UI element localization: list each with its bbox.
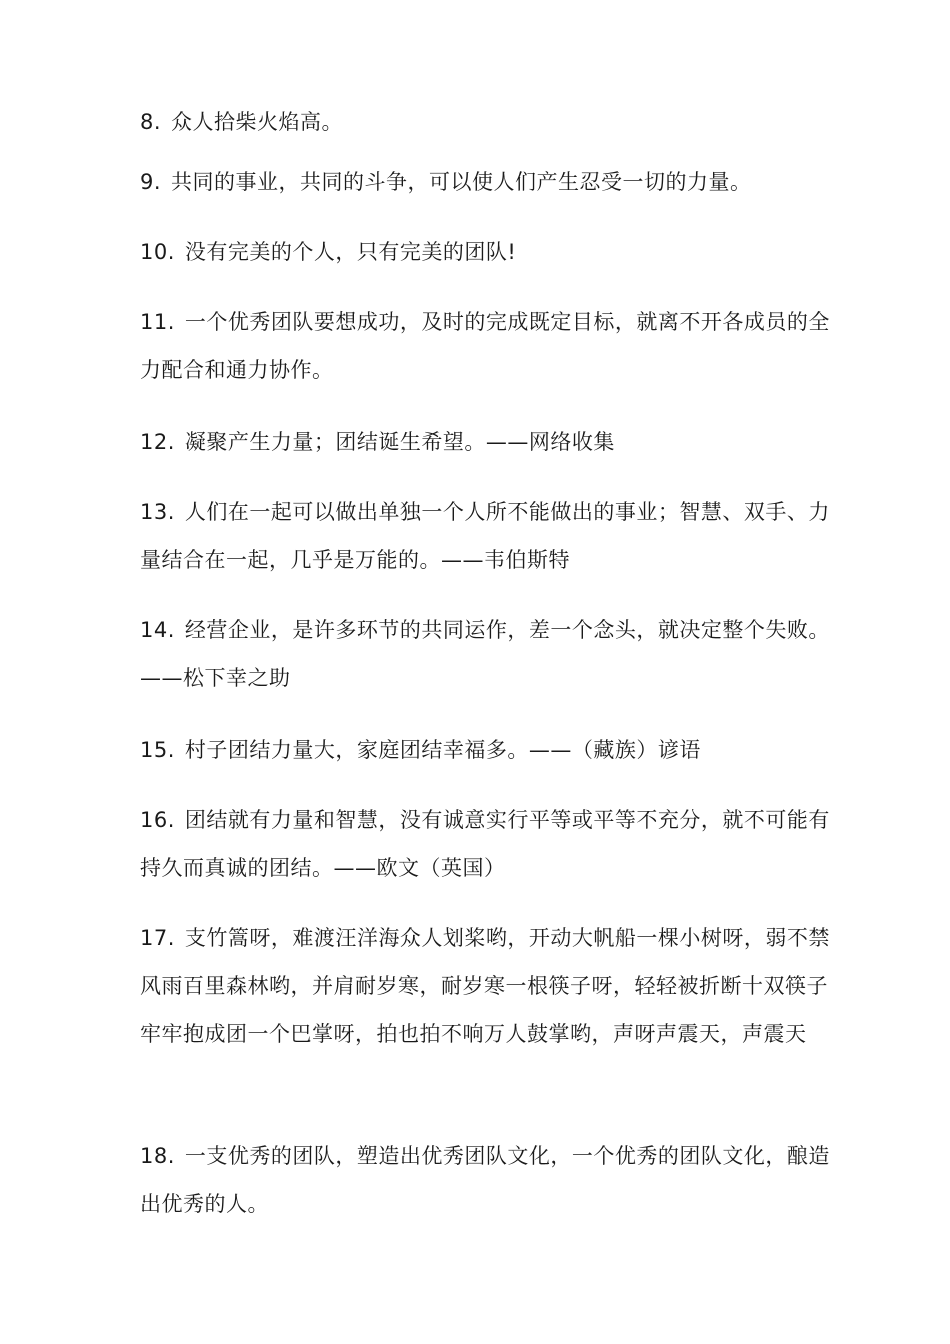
list-item <box>140 606 830 702</box>
item-text: 村子团结力量大，家庭团结幸福多。——（藏族）谚语 <box>184 738 701 762</box>
list-item <box>140 98 830 146</box>
list-item <box>140 1132 830 1228</box>
item-text: 支竹篙呀，难渡汪洋海众人划桨哟，开动大帆船一棵小树呀，弱不禁风雨百里森林哟，并肩耐岁寒，耐岁寒一根筷子呀，轻轻被折断十双筷子牢牢抱成团一个巴掌呀，拍也拍不响万人鼓掌哟，声呀声震天，声震天 <box>140 926 830 1046</box>
item-number: 16. <box>140 808 175 832</box>
item-text: 凝聚产生力量；团结诞生希望。——网络收集 <box>184 430 615 454</box>
item-number: 9. <box>140 170 162 194</box>
item-number: 15. <box>140 738 175 762</box>
item-number: 14. <box>140 618 175 642</box>
item-text: 经营企业，是许多环节的共同运作，差一个念头，就决定整个失败。——松下幸之助 <box>140 618 830 690</box>
list-item <box>140 914 830 1058</box>
list-item <box>140 726 830 774</box>
list-item <box>140 228 830 276</box>
item-number: 17. <box>140 926 175 950</box>
item-number: 18. <box>140 1144 175 1168</box>
item-number: 10. <box>140 240 175 264</box>
list-item <box>140 796 830 892</box>
list-item <box>140 488 830 584</box>
list-item <box>140 298 830 394</box>
item-text: 人们在一起可以做出单独一个人所不能做出的事业；智慧、双手、力量结合在一起，几乎是万能的。——韦伯斯特 <box>140 500 830 572</box>
item-text: 众人拾柴火焰高。 <box>171 110 344 134</box>
item-text: 共同的事业，共同的斗争，可以使人们产生忍受一切的力量。 <box>171 170 752 194</box>
item-number: 12. <box>140 430 175 454</box>
list-item <box>140 158 830 206</box>
item-number: 13. <box>140 500 175 524</box>
item-text: 团结就有力量和智慧，没有诚意实行平等或平等不充分，就不可能有持久而真诚的团结。——欧文（英国） <box>140 808 830 880</box>
list-item <box>140 418 830 466</box>
item-number: 8. <box>140 110 162 134</box>
item-text: 没有完美的个人，只有完美的团队! <box>184 240 517 264</box>
item-number: 11. <box>140 310 175 334</box>
item-text: 一支优秀的团队，塑造出优秀团队文化，一个优秀的团队文化，酿造出优秀的人。 <box>140 1144 830 1216</box>
item-text: 一个优秀团队要想成功，及时的完成既定目标，就离不开各成员的全力配合和通力协作。 <box>140 310 830 382</box>
